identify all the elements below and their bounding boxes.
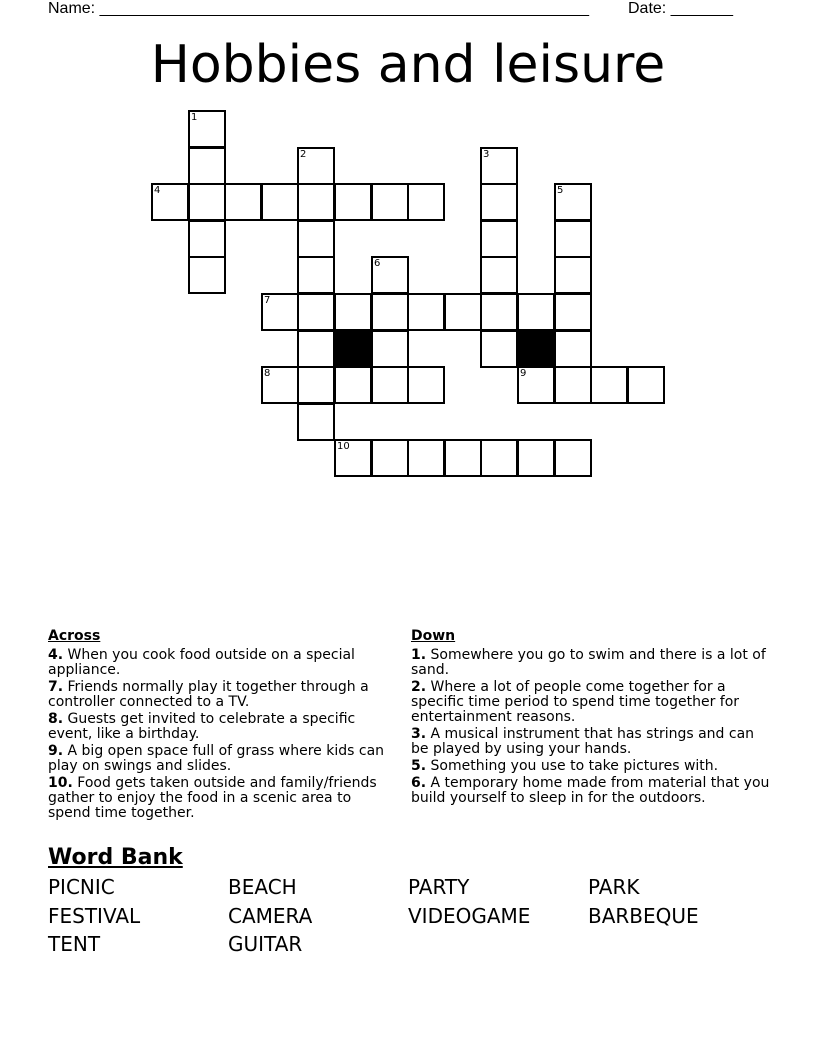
clue-text: A musical instrument that has strings and can be played by using your hands. [411,726,755,757]
crossword-cell[interactable] [261,183,299,221]
clue-number: 2 [300,149,307,160]
word-bank-item: VIDEOGAME [408,903,531,928]
clue-number-label: 3. [411,726,427,742]
clue-text: Friends normally play it together through a controller connected to a TV. [48,679,369,710]
crossword-cell[interactable] [371,366,409,404]
word-bank-item: BARBEQUE [588,903,699,928]
crossword-cell[interactable] [407,183,445,221]
crossword-cell[interactable] [590,366,628,404]
crossword-cell[interactable] [297,330,335,368]
crossword-grid [0,0,816,500]
crossword-cell[interactable] [554,220,592,258]
crossword-cell[interactable] [371,439,409,477]
word-bank-list [48,873,768,959]
crossword-cell[interactable] [627,366,665,404]
clue-number-label: 5. [411,758,427,774]
crossword-cell[interactable] [480,147,518,185]
crossword-cell[interactable] [297,403,335,441]
crossword-cell[interactable] [480,220,518,258]
across-clue [48,648,393,678]
crossword-cell[interactable] [517,293,555,331]
down-clue-list [411,648,771,806]
clue-number: 8 [264,368,271,379]
clue-number: 9 [520,368,527,379]
clue-text: Where a lot of people come together for a specific time period to spend time together for entertainment reasons. [411,679,740,725]
clue-number-label: 4. [48,647,64,663]
crossword-cell[interactable] [151,183,189,221]
clue-text: Guests get invited to celebrate a specific event, like a birthday. [48,711,356,742]
date-field[interactable]: Date: _______ [628,0,733,17]
crossword-cell[interactable] [554,439,592,477]
clue-number: 7 [264,295,271,306]
clue-number-label: 7. [48,679,64,695]
crossword-cell[interactable] [334,293,372,331]
crossword-cell[interactable] [297,220,335,258]
crossword-cell[interactable] [554,183,592,221]
crossword-cell[interactable] [188,220,226,258]
crossword-cell[interactable] [334,439,372,477]
down-clue [411,648,771,678]
word-bank-item: PARTY [408,875,470,899]
clue-text: A temporary home made from material that you build yourself to sleep in for the outdoors. [411,775,770,806]
name-field[interactable]: Name: _______________________________________________________ [48,0,589,17]
crossword-cell[interactable] [554,366,592,404]
word-bank-item: GUITAR [228,932,303,956]
crossword-cell[interactable] [188,110,226,148]
down-clue [411,680,771,725]
blocked-cell [334,330,372,368]
clue-number: 10 [337,441,350,452]
crossword-cell[interactable] [407,293,445,331]
down-heading: Down [411,628,456,644]
crossword-cell[interactable] [517,439,555,477]
crossword-cell[interactable] [334,366,372,404]
word-bank-heading: Word Bank [48,845,183,870]
crossword-cell[interactable] [297,256,335,294]
across-clue [48,680,393,710]
crossword-cell[interactable] [297,147,335,185]
across-clues [48,628,393,823]
clue-text: Food gets taken outside and family/friends gather to enjoy the food in a scenic area to spend time together. [48,775,377,821]
crossword-cell[interactable] [224,183,262,221]
clue-text: A big open space full of grass where kids can play on swings and slides. [48,743,385,774]
down-clues [411,628,771,808]
clue-text: When you cook food outside on a special appliance. [48,647,355,678]
crossword-cell[interactable] [371,256,409,294]
crossword-cell[interactable] [480,293,518,331]
crossword-cell[interactable] [554,293,592,331]
across-heading: Across [48,628,101,644]
across-clue [48,744,393,774]
word-bank-item: PARK [588,875,640,899]
crossword-cell[interactable] [297,183,335,221]
clue-number: 4 [154,185,161,196]
down-clue [411,759,771,774]
across-clue-list [48,648,393,821]
crossword-cell[interactable] [188,256,226,294]
crossword-cell[interactable] [371,330,409,368]
blocked-cell [517,330,555,368]
crossword-cell[interactable] [334,183,372,221]
across-clue [48,712,393,742]
clue-number: 5 [557,185,564,196]
crossword-cell[interactable] [261,293,299,331]
crossword-cell[interactable] [480,256,518,294]
crossword-cell[interactable] [554,256,592,294]
word-bank-item: TENT [48,932,101,956]
word-bank [48,844,768,959]
clue-number-label: 8. [48,711,64,727]
crossword-cell[interactable] [554,330,592,368]
crossword-cell[interactable] [444,439,482,477]
word-bank-item: PICNIC [48,875,115,899]
down-clue [411,727,771,757]
crossword-cell[interactable] [517,366,555,404]
crossword-cell[interactable] [407,439,445,477]
clue-number: 3 [483,149,490,160]
crossword-cell[interactable] [371,183,409,221]
page-title: Hobbies and leisure [150,35,666,95]
clue-number-label: 1. [411,647,427,663]
crossword-cell[interactable] [188,183,226,221]
clue-number-label: 6. [411,775,427,791]
crossword-cell[interactable] [371,293,409,331]
crossword-cell[interactable] [480,439,518,477]
across-clue [48,776,393,821]
crossword-cell[interactable] [297,366,335,404]
clue-number-label: 10. [48,775,73,791]
word-bank-item: FESTIVAL [48,903,141,928]
crossword-cell[interactable] [407,366,445,404]
clue-number-label: 9. [48,743,64,759]
crossword-cell[interactable] [261,366,299,404]
crossword-cell[interactable] [444,293,482,331]
clue-number: 1 [191,112,198,123]
down-clue [411,776,771,806]
crossword-cell[interactable] [297,293,335,331]
clue-number-label: 2. [411,679,427,695]
clue-number: 6 [374,258,381,269]
crossword-cell[interactable] [480,330,518,368]
crossword-cell[interactable] [480,183,518,221]
word-bank-item: BEACH [228,875,297,899]
word-bank-item: CAMERA [228,903,313,928]
clue-text: Something you use to take pictures with. [426,758,719,774]
crossword-cell[interactable] [188,147,226,185]
clue-text: Somewhere you go to swim and there is a lot of sand. [411,647,766,678]
